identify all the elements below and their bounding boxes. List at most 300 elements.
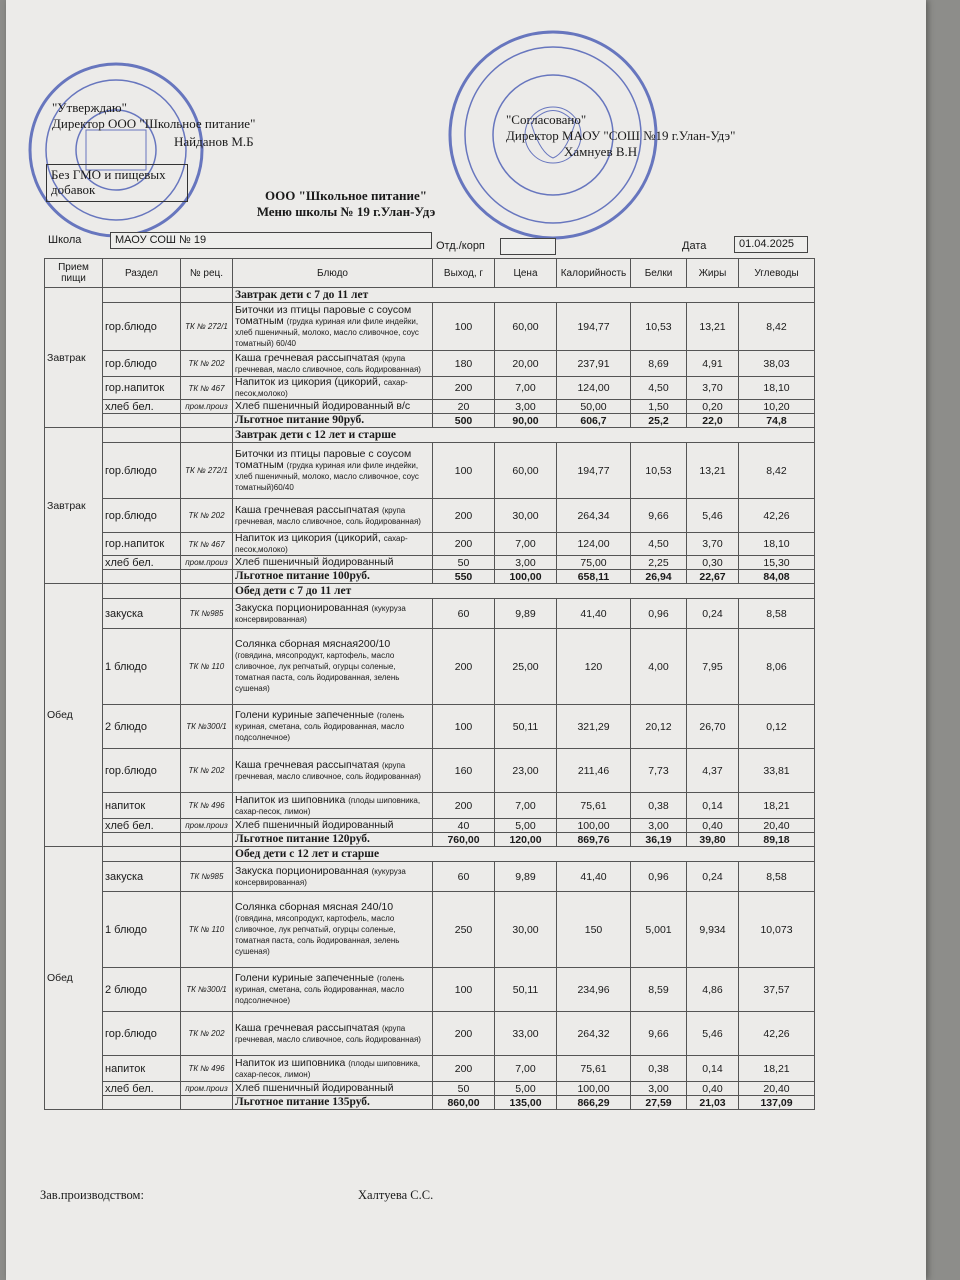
value-price: 7,00	[495, 533, 557, 556]
recipe-number-cell: ТК № 467	[181, 533, 233, 556]
value-kcal: 124,00	[557, 533, 631, 556]
value-f: 0,24	[687, 862, 739, 892]
recipe-number-cell: ТК № 110	[181, 892, 233, 968]
total-out: 550	[433, 570, 495, 584]
empty-cell	[103, 570, 181, 584]
value-kcal: 150	[557, 892, 631, 968]
value-f: 7,95	[687, 629, 739, 705]
col-header: Цена	[495, 259, 557, 288]
value-price: 7,00	[495, 1056, 557, 1082]
total-label: Льготное питание 100руб.	[233, 570, 433, 584]
agree-label: "Согласовано"	[506, 112, 587, 127]
value-p: 9,66	[631, 1012, 687, 1056]
col-header: № рец.	[181, 259, 233, 288]
value-c: 8,58	[739, 599, 815, 629]
meal-type-cell: Обед	[45, 847, 103, 1110]
agree-name: Хамнуев В.Н	[564, 144, 638, 159]
total-row	[45, 570, 815, 584]
empty-cell	[103, 288, 181, 303]
value-price: 50,11	[495, 968, 557, 1012]
dish-name: Хлеб пшеничный йодированный в/с	[235, 400, 411, 412]
value-c: 8,42	[739, 303, 815, 351]
empty-cell	[103, 847, 181, 862]
company-seal-stamp	[26, 60, 206, 240]
school-value: МАОУ СОШ № 19	[110, 232, 432, 249]
recipe-number-cell: ТК №300/1	[181, 705, 233, 749]
value-kcal: 100,00	[557, 819, 631, 833]
section-cell: 2 блюдо	[103, 705, 181, 749]
table-row	[45, 443, 815, 499]
approve-role: Директор ООО "Школьное питание"	[52, 116, 256, 131]
dish-name: Каша гречневая рассыпчатая	[235, 503, 380, 516]
dish-name: Солянка сборная мясная200/10	[235, 638, 391, 650]
dish-ingredients: (говядина, мясопродукт, картофель, масло сливочное, лук репчатый, огурцы соленые, томатная паста, соль йодированная, зелень сушеная)	[235, 914, 400, 956]
total-out: 760,00	[433, 833, 495, 847]
section-cell: 2 блюдо	[103, 968, 181, 1012]
table-row	[45, 556, 815, 570]
value-kcal: 234,96	[557, 968, 631, 1012]
meal-subheader-row	[45, 847, 815, 862]
section-cell: хлеб бел.	[103, 819, 181, 833]
dish-name: Закуска порционированная	[235, 864, 369, 877]
recipe-number-cell: пром.произ	[181, 556, 233, 570]
value-price: 5,00	[495, 1082, 557, 1096]
empty-cell	[103, 1096, 181, 1110]
dish-name: Биточки из птицы паровые с соусом томатным	[235, 447, 412, 471]
footer-label: Зав.производством:	[40, 1188, 144, 1202]
school-label: Школа	[48, 234, 82, 246]
value-kcal: 264,32	[557, 1012, 631, 1056]
value-price: 33,00	[495, 1012, 557, 1056]
dish-cell	[233, 377, 433, 400]
table-row	[45, 351, 815, 377]
total-p: 36,19	[631, 833, 687, 847]
subheader-title: Обед дети с 12 лет и старше	[233, 847, 815, 862]
value-price: 50,11	[495, 705, 557, 749]
meal-type-cell: Обед	[45, 584, 103, 847]
dish-cell	[233, 862, 433, 892]
value-kcal: 124,00	[557, 377, 631, 400]
recipe-number-cell: ТК № 202	[181, 499, 233, 533]
dish-name: Голени куриные запеченные	[235, 709, 374, 721]
dish-ingredients: сахар-песок,молоко)	[235, 378, 408, 398]
value-c: 20,40	[739, 819, 815, 833]
total-p: 27,59	[631, 1096, 687, 1110]
total-f: 21,03	[687, 1096, 739, 1110]
value-f: 5,46	[687, 1012, 739, 1056]
value-f: 0,30	[687, 556, 739, 570]
dish-cell	[233, 968, 433, 1012]
value-out: 100	[433, 968, 495, 1012]
col-header: Калорийность	[557, 259, 631, 288]
value-price: 30,00	[495, 499, 557, 533]
section-cell: гор.блюдо	[103, 443, 181, 499]
dish-ingredients: (грудка куриная или филе индейки, хлеб пшеничный, молоко, масло сливочное, соус томатный) 60/40	[235, 316, 419, 348]
dish-cell	[233, 1056, 433, 1082]
dish-name: Каша гречневая рассыпчатая	[235, 351, 380, 364]
table-row	[45, 303, 815, 351]
value-f: 5,46	[687, 499, 739, 533]
value-price: 7,00	[495, 377, 557, 400]
menu-table	[44, 258, 815, 1110]
value-c: 10,20	[739, 400, 815, 414]
total-price: 90,00	[495, 414, 557, 428]
value-price: 20,00	[495, 351, 557, 377]
value-c: 38,03	[739, 351, 815, 377]
table-row	[45, 749, 815, 793]
approve-label: "Утверждаю"	[52, 100, 127, 115]
value-p: 4,00	[631, 629, 687, 705]
value-kcal: 120	[557, 629, 631, 705]
dish-cell	[233, 443, 433, 499]
table-row	[45, 1082, 815, 1096]
total-kcal: 869,76	[557, 833, 631, 847]
recipe-number-cell: пром.произ	[181, 819, 233, 833]
value-f: 0,40	[687, 819, 739, 833]
section-cell: 1 блюдо	[103, 892, 181, 968]
dish-name: Напиток из шиповника	[235, 1056, 346, 1069]
table-row	[45, 377, 815, 400]
value-p: 0,96	[631, 862, 687, 892]
col-header: Блюдо	[233, 259, 433, 288]
section-cell: гор.напиток	[103, 533, 181, 556]
total-row	[45, 833, 815, 847]
empty-cell	[103, 428, 181, 443]
dish-ingredients: (кукуруза консервированная)	[235, 603, 406, 624]
recipe-number-cell: ТК № 496	[181, 793, 233, 819]
total-kcal: 866,29	[557, 1096, 631, 1110]
value-price: 30,00	[495, 892, 557, 968]
col-header: Раздел	[103, 259, 181, 288]
gmo-note-box	[46, 164, 188, 202]
value-price: 5,00	[495, 819, 557, 833]
value-f: 4,86	[687, 968, 739, 1012]
total-c: 84,08	[739, 570, 815, 584]
value-c: 8,58	[739, 862, 815, 892]
value-price: 9,89	[495, 599, 557, 629]
table-row	[45, 499, 815, 533]
value-out: 200	[433, 629, 495, 705]
total-label: Льготное питание 90руб.	[233, 414, 433, 428]
total-label: Льготное питание 120руб.	[233, 833, 433, 847]
recipe-number-cell: пром.произ	[181, 400, 233, 414]
total-c: 137,09	[739, 1096, 815, 1110]
value-c: 37,57	[739, 968, 815, 1012]
value-out: 100	[433, 443, 495, 499]
recipe-number-cell: ТК № 110	[181, 629, 233, 705]
value-p: 9,66	[631, 499, 687, 533]
section-cell: гор.блюдо	[103, 303, 181, 351]
value-out: 60	[433, 599, 495, 629]
value-p: 0,96	[631, 599, 687, 629]
value-c: 18,21	[739, 793, 815, 819]
total-p: 26,94	[631, 570, 687, 584]
meal-subheader-row	[45, 428, 815, 443]
value-p: 8,59	[631, 968, 687, 1012]
dish-ingredients: (грудка куриная или филе индейки, хлеб пшеничный, молоко, масло сливочное, соус томатный)60/40	[235, 460, 419, 492]
value-price: 23,00	[495, 749, 557, 793]
total-price: 100,00	[495, 570, 557, 584]
dept-value	[500, 238, 556, 255]
menu-sheet	[6, 0, 926, 1280]
value-c: 15,30	[739, 556, 815, 570]
recipe-number-cell: ТК №985	[181, 599, 233, 629]
table-row	[45, 400, 815, 414]
col-header: Прием пищи	[45, 259, 103, 288]
value-price: 3,00	[495, 556, 557, 570]
value-price: 60,00	[495, 443, 557, 499]
value-out: 200	[433, 533, 495, 556]
empty-cell	[103, 833, 181, 847]
section-cell: гор.напиток	[103, 377, 181, 400]
value-out: 200	[433, 377, 495, 400]
empty-cell	[181, 584, 233, 599]
value-kcal: 75,61	[557, 1056, 631, 1082]
table-row	[45, 629, 815, 705]
table-header-row	[45, 259, 815, 288]
value-out: 200	[433, 793, 495, 819]
value-kcal: 194,77	[557, 303, 631, 351]
value-price: 7,00	[495, 793, 557, 819]
subheader-title: Обед дети с 7 до 11 лет	[233, 584, 815, 599]
value-out: 160	[433, 749, 495, 793]
recipe-number-cell: ТК № 272/1	[181, 303, 233, 351]
dish-cell	[233, 892, 433, 968]
section-cell: гор.блюдо	[103, 499, 181, 533]
empty-cell	[181, 570, 233, 584]
empty-cell	[181, 414, 233, 428]
total-out: 500	[433, 414, 495, 428]
value-f: 4,91	[687, 351, 739, 377]
dish-ingredients: (плоды шиповника, сахар-песок, лимон)	[235, 1058, 421, 1079]
value-kcal: 75,00	[557, 556, 631, 570]
dish-ingredients: сахар-песок,молоко)	[235, 534, 408, 554]
total-out: 860,00	[433, 1096, 495, 1110]
table-row	[45, 892, 815, 968]
dish-ingredients: (крупа гречневая, масло сливочное, соль йодированная)	[235, 1023, 421, 1044]
value-f: 0,14	[687, 793, 739, 819]
value-c: 18,10	[739, 533, 815, 556]
total-c: 89,18	[739, 833, 815, 847]
value-p: 4,50	[631, 377, 687, 400]
section-cell: закуска	[103, 599, 181, 629]
section-cell: гор.блюдо	[103, 351, 181, 377]
value-f: 0,40	[687, 1082, 739, 1096]
value-out: 250	[433, 892, 495, 968]
recipe-number-cell: ТК № 496	[181, 1056, 233, 1082]
recipe-number-cell: ТК № 202	[181, 749, 233, 793]
value-p: 0,38	[631, 1056, 687, 1082]
value-p: 20,12	[631, 705, 687, 749]
value-p: 1,50	[631, 400, 687, 414]
dish-cell	[233, 1012, 433, 1056]
value-out: 60	[433, 862, 495, 892]
subheader-title: Завтрак дети с 7 до 11 лет	[233, 288, 815, 303]
meal-type-cell: Завтрак	[45, 428, 103, 584]
value-out: 100	[433, 303, 495, 351]
dish-cell	[233, 749, 433, 793]
value-c: 18,21	[739, 1056, 815, 1082]
dish-name: Напиток из цикория (цикорий,	[235, 376, 381, 388]
dish-name: Каша гречневая рассыпчатая	[235, 758, 380, 771]
dish-name: Голени куриные запеченные	[235, 972, 374, 984]
dish-ingredients: (говядина, мясопродукт, картофель, масло сливочное, лук репчатый, огурцы соленые, томатная паста, соль йодированная, зелень сушеная)	[235, 651, 400, 693]
value-c: 20,40	[739, 1082, 815, 1096]
dish-cell	[233, 705, 433, 749]
dish-ingredients: (кукуруза консервированная)	[235, 866, 406, 887]
empty-cell	[181, 833, 233, 847]
value-price: 9,89	[495, 862, 557, 892]
total-f: 22,67	[687, 570, 739, 584]
section-cell: закуска	[103, 862, 181, 892]
value-f: 0,14	[687, 1056, 739, 1082]
section-cell: напиток	[103, 1056, 181, 1082]
table-row	[45, 1012, 815, 1056]
value-price: 60,00	[495, 303, 557, 351]
footer-name: Халтуева С.С.	[358, 1188, 434, 1202]
dish-ingredients: (плоды шиповника, сахар-песок, лимон)	[235, 795, 421, 816]
value-kcal: 50,00	[557, 400, 631, 414]
section-cell: хлеб бел.	[103, 556, 181, 570]
value-f: 13,21	[687, 443, 739, 499]
section-cell: хлеб бел.	[103, 1082, 181, 1096]
table-row	[45, 819, 815, 833]
recipe-number-cell: ТК №985	[181, 862, 233, 892]
empty-cell	[103, 414, 181, 428]
total-row	[45, 1096, 815, 1110]
empty-cell	[103, 584, 181, 599]
section-cell: напиток	[103, 793, 181, 819]
title-menu: Меню школы № 19 г.Улан-Удэ	[256, 204, 436, 219]
value-p: 10,53	[631, 443, 687, 499]
empty-cell	[181, 847, 233, 862]
value-kcal: 211,46	[557, 749, 631, 793]
recipe-number-cell: ТК №300/1	[181, 968, 233, 1012]
recipe-number-cell: ТК № 202	[181, 1012, 233, 1056]
total-kcal: 658,11	[557, 570, 631, 584]
value-kcal: 100,00	[557, 1082, 631, 1096]
empty-cell	[181, 1096, 233, 1110]
value-kcal: 75,61	[557, 793, 631, 819]
value-c: 8,42	[739, 443, 815, 499]
dish-cell	[233, 303, 433, 351]
dish-name: Солянка сборная мясная 240/10	[235, 901, 394, 913]
value-p: 0,38	[631, 793, 687, 819]
value-out: 20	[433, 400, 495, 414]
approve-name: Найданов М.Б	[174, 134, 254, 149]
value-f: 3,70	[687, 533, 739, 556]
value-c: 33,81	[739, 749, 815, 793]
value-p: 2,25	[631, 556, 687, 570]
table-row	[45, 968, 815, 1012]
value-p: 3,00	[631, 1082, 687, 1096]
value-out: 100	[433, 705, 495, 749]
title-company: ООО "Школьное питание"	[265, 188, 427, 203]
value-c: 10,073	[739, 892, 815, 968]
table-row	[45, 793, 815, 819]
dish-ingredients: (крупа гречневая, масло сливочное, соль йодированная)	[235, 353, 421, 374]
total-row	[45, 414, 815, 428]
dish-cell	[233, 819, 433, 833]
value-p: 5,001	[631, 892, 687, 968]
subheader-title: Завтрак дети с 12 лет и старше	[233, 428, 815, 443]
date-value: 01.04.2025	[734, 236, 808, 253]
value-p: 8,69	[631, 351, 687, 377]
table-row	[45, 705, 815, 749]
dish-name: Хлеб пшеничный йодированный	[235, 819, 394, 831]
dish-name: Хлеб пшеничный йодированный	[235, 1082, 394, 1094]
value-kcal: 321,29	[557, 705, 631, 749]
meal-subheader-row	[45, 288, 815, 303]
total-p: 25,2	[631, 414, 687, 428]
value-kcal: 264,34	[557, 499, 631, 533]
recipe-number-cell: ТК № 467	[181, 377, 233, 400]
recipe-number-cell: пром.произ	[181, 1082, 233, 1096]
empty-cell	[181, 288, 233, 303]
dish-ingredients: (голень куриная, сметана, соль йодированная, масло подсолнечное)	[235, 711, 405, 742]
section-cell: гор.блюдо	[103, 1012, 181, 1056]
value-f: 3,70	[687, 377, 739, 400]
date-label: Дата	[682, 240, 707, 252]
total-c: 74,8	[739, 414, 815, 428]
value-c: 18,10	[739, 377, 815, 400]
value-f: 26,70	[687, 705, 739, 749]
table-row	[45, 533, 815, 556]
total-f: 39,80	[687, 833, 739, 847]
section-cell: хлеб бел.	[103, 400, 181, 414]
value-out: 50	[433, 1082, 495, 1096]
total-f: 22,0	[687, 414, 739, 428]
table-row	[45, 599, 815, 629]
value-out: 200	[433, 1056, 495, 1082]
dish-cell	[233, 351, 433, 377]
dept-label: Отд./корп	[436, 240, 485, 252]
dish-name: Хлеб пшеничный йодированный	[235, 556, 394, 568]
dish-cell	[233, 533, 433, 556]
value-c: 42,26	[739, 1012, 815, 1056]
value-out: 200	[433, 499, 495, 533]
value-p: 4,50	[631, 533, 687, 556]
value-f: 4,37	[687, 749, 739, 793]
table-row	[45, 862, 815, 892]
col-header: Жиры	[687, 259, 739, 288]
dish-name: Напиток из цикория (цикорий,	[235, 532, 381, 544]
value-f: 0,20	[687, 400, 739, 414]
value-c: 42,26	[739, 499, 815, 533]
value-f: 13,21	[687, 303, 739, 351]
dish-cell	[233, 499, 433, 533]
dish-ingredients: (крупа гречневая, масло сливочное, соль йодированная)	[235, 760, 421, 781]
dish-name: Закуска порционированная	[235, 601, 369, 614]
section-cell: гор.блюдо	[103, 749, 181, 793]
value-price: 3,00	[495, 400, 557, 414]
value-kcal: 194,77	[557, 443, 631, 499]
value-f: 0,24	[687, 599, 739, 629]
total-price: 120,00	[495, 833, 557, 847]
total-kcal: 606,7	[557, 414, 631, 428]
value-kcal: 41,40	[557, 599, 631, 629]
value-f: 9,934	[687, 892, 739, 968]
total-price: 135,00	[495, 1096, 557, 1110]
value-kcal: 41,40	[557, 862, 631, 892]
dish-cell	[233, 400, 433, 414]
meal-type-cell: Завтрак	[45, 288, 103, 428]
dish-cell	[233, 599, 433, 629]
section-cell: 1 блюдо	[103, 629, 181, 705]
dish-cell	[233, 556, 433, 570]
value-out: 50	[433, 556, 495, 570]
dish-cell	[233, 629, 433, 705]
